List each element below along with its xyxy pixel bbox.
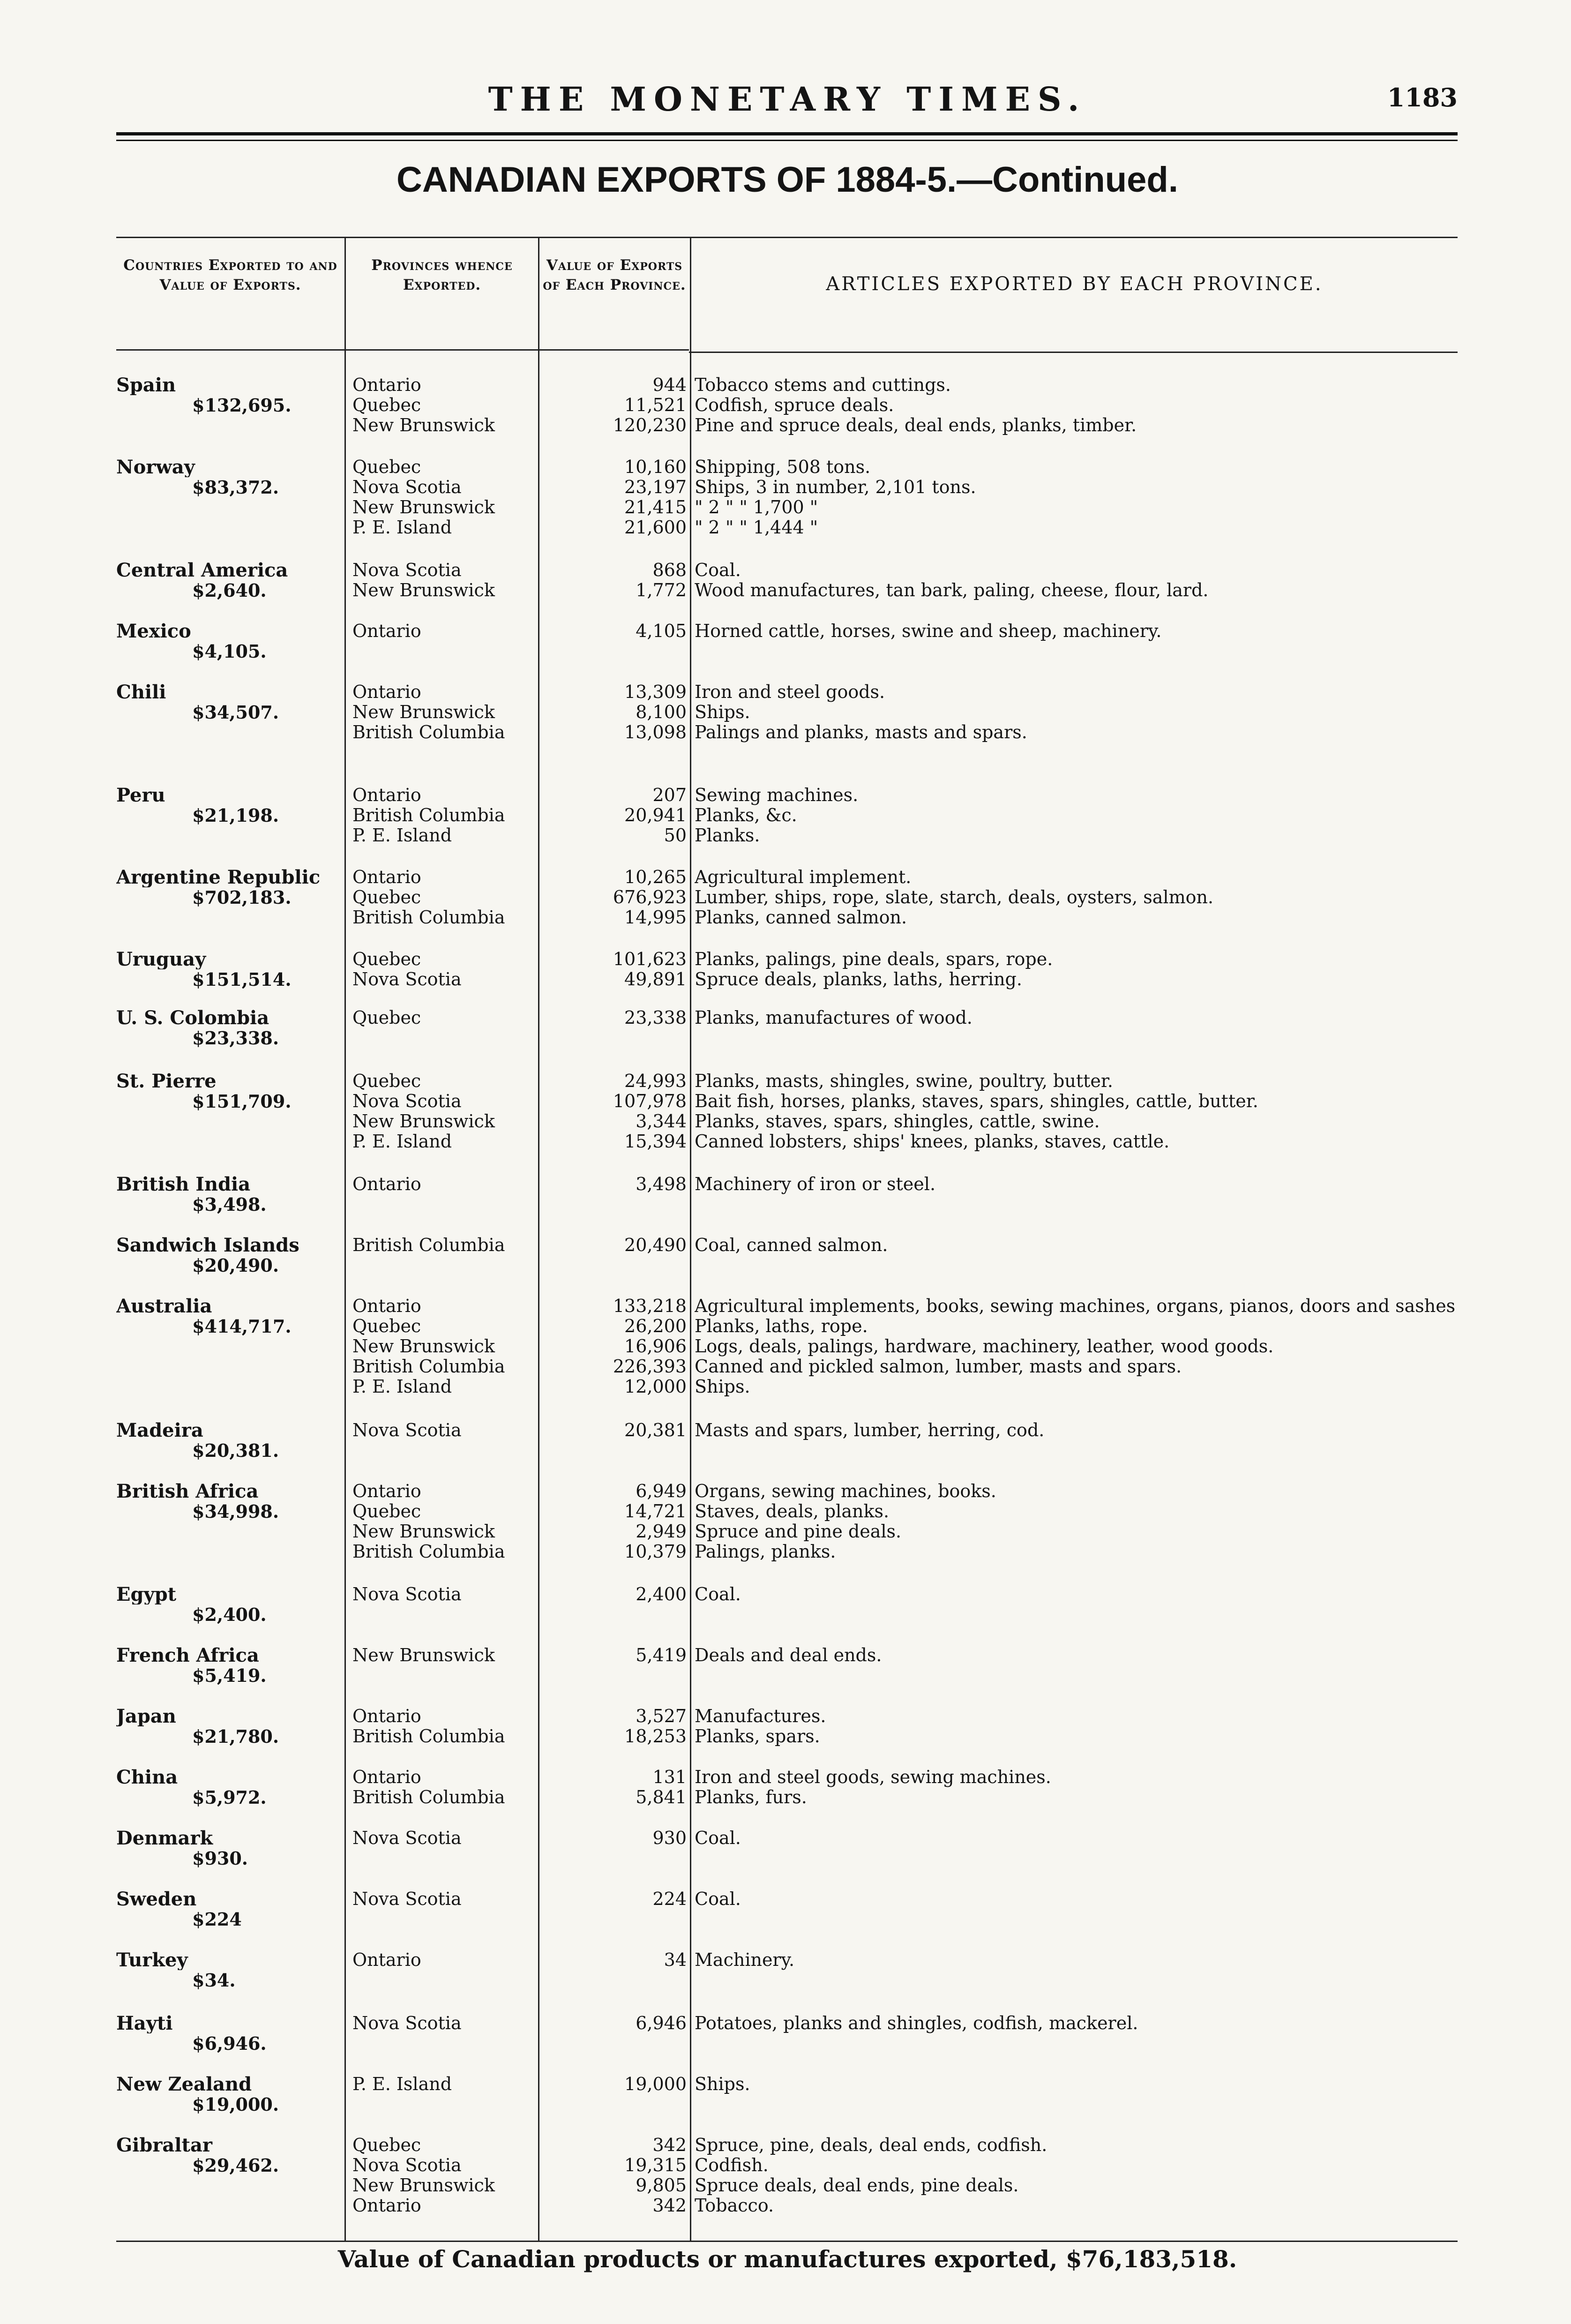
province-cell: Ontario (352, 2196, 421, 2216)
province-cell: P. E. Island (352, 517, 452, 538)
articles-cell: Coal. (695, 1889, 741, 1909)
articles-cell: Agricultural implement. (695, 867, 912, 887)
articles-cell: Machinery of iron or steel. (695, 1174, 936, 1194)
value-cell: 131 (652, 1767, 687, 1787)
value-cell: 20,490 (624, 1235, 687, 1255)
country-name: St. Pierre (116, 1071, 217, 1091)
table-row (0, 1522, 1571, 1542)
value-cell: 107,978 (613, 1091, 687, 1111)
country-name: Chili (116, 682, 166, 702)
table-row (0, 722, 1571, 742)
province-cell: Quebec (352, 1316, 421, 1336)
value-cell: 676,923 (613, 887, 687, 907)
articles-cell: Machinery. (695, 1950, 795, 1970)
province-cell: New Brunswick (352, 497, 495, 517)
province-cell: Quebec (352, 887, 421, 907)
country-total: $930. (192, 1848, 248, 1869)
table-row (0, 825, 1571, 846)
table-row (0, 682, 1571, 702)
articles-cell: Planks, staves, spars, shingles, cattle, swine. (695, 1111, 1100, 1132)
value-cell: 342 (652, 2195, 687, 2216)
value-cell: 207 (652, 785, 687, 805)
province-cell: Quebec (352, 395, 421, 415)
table-row (0, 1091, 1571, 1111)
table-row (0, 1584, 1571, 1604)
country-total: $34,998. (192, 1501, 279, 1522)
table-row (0, 887, 1571, 907)
value-cell: 13,309 (624, 682, 687, 702)
country-total: $20,381. (192, 1440, 279, 1461)
value-cell: 9,805 (636, 2175, 687, 2196)
province-cell: New Brunswick (352, 580, 495, 600)
province-cell: Ontario (352, 1296, 421, 1316)
table-title: CANADIAN EXPORTS OF 1884-5.—Continued. (396, 160, 1178, 200)
table-bottom-rule (116, 2241, 1458, 2242)
table-row (0, 2135, 1571, 2155)
country-name: Sweden (116, 1889, 197, 1909)
table-row (0, 477, 1571, 497)
province-cell: Quebec (352, 1008, 421, 1028)
country-total: $702,183. (192, 887, 292, 908)
value-cell: 23,338 (624, 1007, 687, 1028)
province-cell: New Brunswick (352, 2175, 495, 2196)
province-cell: Ontario (352, 375, 421, 395)
header-rule-thin (116, 140, 1458, 141)
articles-cell: Planks, palings, pine deals, spars, rope. (695, 949, 1053, 969)
articles-cell: Tobacco stems and cuttings. (695, 375, 951, 395)
articles-cell: Sewing machines. (695, 785, 859, 805)
articles-cell: Planks, masts, shingles, swine, poultry, butter. (695, 1071, 1113, 1091)
country-name: Argentine Republic (116, 867, 321, 887)
country-total: $21,198. (192, 805, 279, 826)
value-cell: 3,344 (636, 1111, 687, 1132)
articles-cell: Coal, canned salmon. (695, 1235, 888, 1255)
value-cell: 21,600 (624, 517, 687, 538)
province-cell: New Brunswick (352, 1522, 495, 1542)
table-row (0, 580, 1571, 600)
value-cell: 14,721 (624, 1501, 687, 1522)
country-total: $23,338. (192, 1027, 279, 1049)
province-cell: British Columbia (352, 1357, 505, 1377)
province-cell: Quebec (352, 2135, 421, 2155)
table-row (0, 1336, 1571, 1357)
articles-cell: Codfish. (695, 2155, 769, 2175)
country-total: $4,105. (192, 641, 267, 662)
value-cell: 2,949 (636, 1521, 687, 1542)
articles-cell: Ships. (695, 1377, 750, 1397)
country-total: $29,462. (192, 2155, 279, 2176)
articles-cell: Palings and planks, masts and spars. (695, 722, 1027, 742)
province-cell: Nova Scotia (352, 1828, 462, 1848)
province-cell: British Columbia (352, 1787, 505, 1807)
value-cell: 930 (652, 1828, 687, 1848)
value-cell: 342 (652, 2135, 687, 2155)
table-top-rule (116, 237, 1458, 238)
province-cell: New Brunswick (352, 1336, 495, 1357)
articles-cell: Organs, sewing machines, books. (695, 1481, 996, 1501)
province-cell: Nova Scotia (352, 1091, 462, 1111)
table-row (0, 949, 1571, 969)
value-cell: 23,197 (624, 477, 687, 497)
articles-cell: Ships. (695, 2074, 750, 2094)
value-cell: 15,394 (624, 1131, 687, 1152)
table-row (0, 1008, 1571, 1028)
table-row (0, 805, 1571, 825)
country-name: Sandwich Islands (116, 1235, 299, 1255)
articles-cell: Horned cattle, horses, swine and sheep, machinery. (695, 621, 1162, 641)
country-name: Madeira (116, 1420, 203, 1440)
articles-cell: Planks. (695, 825, 760, 846)
articles-cell: Coal. (695, 1584, 741, 1604)
column-header-articles: ARTICLES EXPORTED BY EACH PROVINCE. (826, 273, 1323, 295)
header-bottom-rule-left (116, 349, 689, 351)
value-cell: 133,218 (613, 1296, 687, 1316)
province-cell: P. E. Island (352, 2074, 452, 2094)
province-cell: Nova Scotia (352, 969, 462, 990)
table-row (0, 1377, 1571, 1397)
country-total: $2,400. (192, 1604, 267, 1625)
province-cell: P. E. Island (352, 825, 452, 846)
province-cell: New Brunswick (352, 1111, 495, 1132)
country-name: Turkey (116, 1950, 188, 1970)
country-name: Egypt (116, 1584, 177, 1604)
country-total: $21,780. (192, 1726, 279, 1747)
table-row (0, 1501, 1571, 1522)
header-rule (116, 132, 1458, 135)
value-cell: 13,098 (624, 722, 687, 742)
articles-cell: Planks, laths, rope. (695, 1316, 868, 1336)
value-cell: 226,393 (613, 1356, 687, 1377)
table-row (0, 1706, 1571, 1726)
country-name: British India (116, 1174, 251, 1194)
province-cell: Nova Scotia (352, 1420, 462, 1440)
articles-cell: " 2 " " 1,700 " (695, 497, 818, 517)
page-number: 1183 (1387, 82, 1458, 112)
value-cell: 24,993 (624, 1071, 687, 1091)
table-row (0, 1357, 1571, 1377)
country-name: U. S. Colombia (116, 1008, 269, 1028)
articles-cell: Coal. (695, 560, 741, 580)
country-total: $83,372. (192, 477, 279, 498)
value-cell: 4,105 (636, 621, 687, 641)
value-cell: 944 (652, 375, 687, 395)
articles-cell: Masts and spars, lumber, herring, cod. (695, 1420, 1045, 1440)
table-row (0, 1481, 1571, 1501)
province-cell: Ontario (352, 1174, 421, 1194)
articles-cell: Iron and steel goods. (695, 682, 885, 702)
table-row (0, 907, 1571, 928)
articles-cell: Planks, &c. (695, 805, 797, 825)
table-row (0, 1420, 1571, 1440)
table-row (0, 375, 1571, 395)
articles-cell: Tobacco. (695, 2196, 774, 2216)
province-cell: P. E. Island (352, 1132, 452, 1152)
country-name: Uruguay (116, 949, 206, 969)
province-cell: Ontario (352, 867, 421, 887)
province-cell: New Brunswick (352, 1645, 495, 1665)
table-row (0, 517, 1571, 538)
articles-cell: Pine and spruce deals, deal ends, planks, timber. (695, 415, 1137, 435)
value-cell: 8,100 (636, 702, 687, 722)
country-name: Japan (116, 1706, 176, 1726)
country-name: British Africa (116, 1481, 259, 1501)
table-row (0, 560, 1571, 580)
province-cell: Quebec (352, 457, 421, 477)
country-name: French Africa (116, 1645, 259, 1665)
table-row (0, 1950, 1571, 1970)
table-row (0, 785, 1571, 805)
country-name: Australia (116, 1296, 212, 1316)
articles-cell: Lumber, ships, rope, slate, starch, deals, oysters, salmon. (695, 887, 1214, 907)
province-cell: New Brunswick (352, 702, 495, 722)
table-row (0, 1111, 1571, 1132)
table-row (0, 1645, 1571, 1665)
country-name: Norway (116, 457, 195, 477)
province-cell: British Columbia (352, 907, 505, 928)
table-row (0, 1235, 1571, 1255)
country-name: Hayti (116, 2013, 173, 2033)
country-total: $132,695. (192, 395, 292, 416)
country-total: $224 (192, 1909, 242, 1930)
value-cell: 10,160 (624, 457, 687, 477)
table-row (0, 1296, 1571, 1316)
value-cell: 21,415 (624, 497, 687, 517)
province-cell: Ontario (352, 785, 421, 805)
country-total: $34. (192, 1970, 236, 1991)
country-total: $414,717. (192, 1316, 292, 1337)
province-cell: Ontario (352, 1481, 421, 1501)
country-total: $20,490. (192, 1255, 279, 1276)
table-row (0, 702, 1571, 722)
articles-cell: Coal. (695, 1828, 741, 1848)
articles-cell: Ships, 3 in number, 2,101 tons. (695, 477, 976, 497)
value-cell: 868 (652, 560, 687, 580)
articles-cell: Iron and steel goods, sewing machines. (695, 1767, 1051, 1787)
value-cell: 5,841 (636, 1787, 687, 1807)
articles-cell: Spruce and pine deals. (695, 1522, 902, 1542)
articles-cell: Deals and deal ends. (695, 1645, 882, 1665)
table-row (0, 1726, 1571, 1747)
province-cell: New Brunswick (352, 415, 495, 435)
value-cell: 10,379 (624, 1541, 687, 1562)
country-total: $151,709. (192, 1091, 292, 1112)
articles-cell: Ships. (695, 702, 750, 722)
province-cell: Nova Scotia (352, 1584, 462, 1604)
articles-cell: Canned and pickled salmon, lumber, masts and spars. (695, 1357, 1182, 1377)
grand-total-line: Value of Canadian products or manufactures exported, $76,183,518. (337, 2245, 1237, 2273)
articles-cell: Palings, planks. (695, 1542, 836, 1562)
country-name: Denmark (116, 1828, 213, 1848)
table-row (0, 1889, 1571, 1909)
articles-cell: Planks, canned salmon. (695, 907, 907, 928)
country-total: $5,972. (192, 1787, 267, 1808)
country-name: Central America (116, 560, 288, 580)
articles-cell: Planks, furs. (695, 1787, 807, 1807)
province-cell: Ontario (352, 682, 421, 702)
value-cell: 3,527 (636, 1706, 687, 1726)
table-row (0, 867, 1571, 887)
table-row (0, 1174, 1571, 1194)
table-row (0, 1071, 1571, 1091)
articles-cell: Logs, deals, palings, hardware, machinery, leather, wood goods. (695, 1336, 1274, 1357)
table-row (0, 415, 1571, 435)
value-cell: 1,772 (636, 580, 687, 600)
value-cell: 20,381 (624, 1420, 687, 1440)
value-cell: 6,946 (636, 2013, 687, 2033)
table-row (0, 457, 1571, 477)
table-row (0, 2175, 1571, 2196)
articles-cell: Agricultural implements, books, sewing machines, organs, pianos, doors and sashes (695, 1296, 1456, 1316)
country-total: $151,514. (192, 969, 292, 990)
articles-cell: Spruce deals, deal ends, pine deals. (695, 2175, 1019, 2196)
table-row (0, 969, 1571, 990)
province-cell: Ontario (352, 1950, 421, 1970)
publication-title: THE MONETARY TIMES. (488, 80, 1087, 119)
province-cell: Quebec (352, 1071, 421, 1091)
table-row (0, 1828, 1571, 1848)
articles-cell: " 2 " " 1,444 " (695, 517, 818, 538)
value-cell: 224 (652, 1889, 687, 1909)
province-cell: Nova Scotia (352, 2013, 462, 2033)
country-name: New Zealand (116, 2074, 252, 2094)
table-row (0, 2155, 1571, 2175)
province-cell: British Columbia (352, 1542, 505, 1562)
province-cell: Ontario (352, 621, 421, 641)
table-row (0, 1132, 1571, 1152)
country-total: $19,000. (192, 2094, 279, 2115)
table-row (0, 1542, 1571, 1562)
value-cell: 5,419 (636, 1645, 687, 1665)
value-cell: 14,995 (624, 907, 687, 928)
province-cell: Quebec (352, 949, 421, 969)
articles-cell: Planks, spars. (695, 1726, 820, 1747)
country-total: $3,498. (192, 1194, 267, 1215)
country-total: $5,419. (192, 1665, 267, 1686)
country-name: Peru (116, 785, 165, 805)
header-bottom-rule-right (689, 352, 1458, 353)
table-row (0, 1316, 1571, 1336)
articles-cell: Potatoes, planks and shingles, codfish, mackerel. (695, 2013, 1138, 2033)
value-cell: 20,941 (624, 805, 687, 825)
value-cell: 10,265 (624, 867, 687, 887)
table-row (0, 1767, 1571, 1787)
column-header-value: Value of Exports of Each Province. (543, 257, 686, 293)
country-name: Spain (116, 375, 176, 395)
articles-cell: Planks, manufactures of wood. (695, 1008, 973, 1028)
country-total: $2,640. (192, 580, 267, 601)
province-cell: Ontario (352, 1706, 421, 1726)
value-cell: 16,906 (624, 1336, 687, 1357)
articles-cell: Spruce, pine, deals, deal ends, codfish. (695, 2135, 1047, 2155)
value-cell: 18,253 (624, 1726, 687, 1747)
province-cell: Nova Scotia (352, 477, 462, 497)
articles-cell: Spruce deals, planks, laths, herring. (695, 969, 1022, 990)
column-header-countries: Countries Exported to and Value of Exports. (123, 257, 337, 293)
value-cell: 6,949 (636, 1481, 687, 1501)
value-cell: 3,498 (636, 1174, 687, 1194)
table-row (0, 2196, 1571, 2216)
province-cell: British Columbia (352, 722, 505, 742)
province-cell: Nova Scotia (352, 560, 462, 580)
country-name: Gibraltar (116, 2135, 212, 2155)
value-cell: 19,315 (624, 2155, 687, 2175)
value-cell: 11,521 (624, 395, 687, 415)
province-cell: British Columbia (352, 1726, 505, 1747)
value-cell: 12,000 (624, 1376, 687, 1397)
province-cell: Nova Scotia (352, 1889, 462, 1909)
running-head (117, 80, 1458, 122)
value-cell: 120,230 (613, 415, 687, 435)
articles-cell: Staves, deals, planks. (695, 1501, 890, 1522)
articles-cell: Bait fish, horses, planks, staves, spars, shingles, cattle, butter. (695, 1091, 1258, 1111)
table-row (0, 2013, 1571, 2033)
province-cell: Quebec (352, 1501, 421, 1522)
province-cell: P. E. Island (352, 1377, 452, 1397)
articles-cell: Canned lobsters, ships' knees, planks, staves, cattle. (695, 1132, 1170, 1152)
articles-cell: Shipping, 508 tons. (695, 457, 871, 477)
value-cell: 2,400 (636, 1584, 687, 1604)
country-name: China (116, 1767, 178, 1787)
value-cell: 50 (664, 825, 687, 846)
country-total: $6,946. (192, 2033, 267, 2054)
table-row (0, 2074, 1571, 2094)
value-cell: 26,200 (624, 1316, 687, 1336)
value-cell: 34 (664, 1949, 687, 1970)
table-row (0, 497, 1571, 517)
country-total: $34,507. (192, 702, 279, 723)
articles-cell: Codfish, spruce deals. (695, 395, 894, 415)
column-header-provinces: Provinces whence Exported. (371, 257, 513, 293)
country-name: Mexico (116, 621, 191, 641)
articles-cell: Manufactures. (695, 1706, 826, 1726)
table-row (0, 621, 1571, 641)
value-cell: 101,623 (613, 949, 687, 969)
province-cell: Nova Scotia (352, 2155, 462, 2175)
province-cell: Ontario (352, 1767, 421, 1787)
articles-cell: Wood manufactures, tan bark, paling, cheese, flour, lard. (695, 580, 1209, 600)
value-cell: 19,000 (624, 2074, 687, 2094)
table-row (0, 395, 1571, 415)
value-cell: 49,891 (624, 969, 687, 990)
province-cell: British Columbia (352, 805, 505, 825)
table-row (0, 1787, 1571, 1807)
province-cell: British Columbia (352, 1235, 505, 1255)
